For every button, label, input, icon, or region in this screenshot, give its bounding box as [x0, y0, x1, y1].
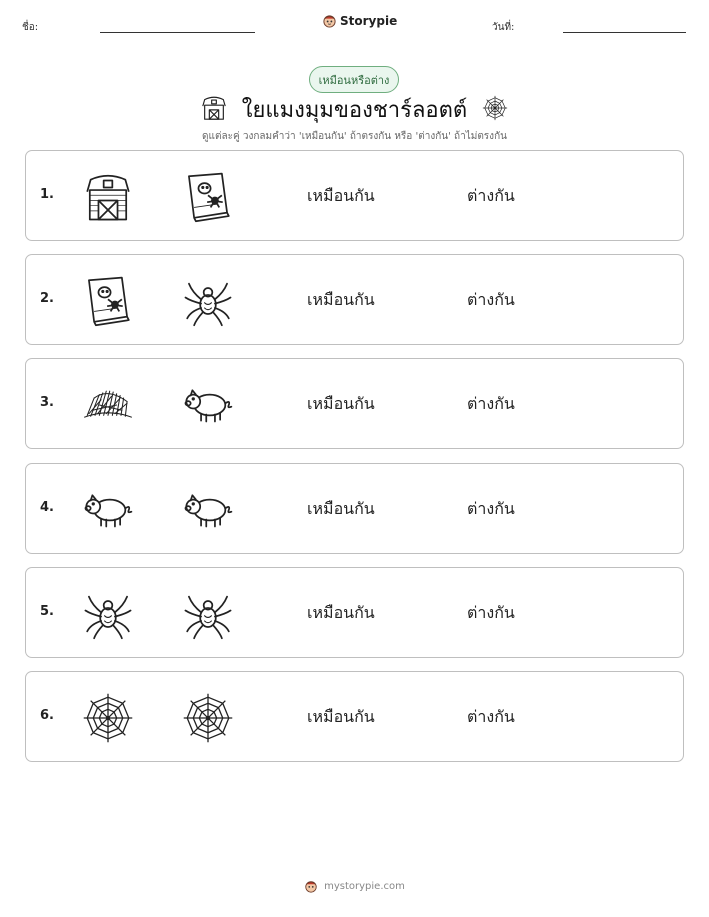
page-title: ใยแมงมุมของชาร์ลอตต์: [241, 98, 468, 123]
spider-web-icon: [481, 94, 509, 126]
spider-icon: [82, 588, 134, 640]
title-row: [0, 92, 709, 127]
same-option[interactable]: เหมือนกัน: [307, 499, 375, 518]
book-icon: [182, 171, 234, 223]
pig-icon: [82, 484, 134, 536]
date-label: วันที่:: [492, 22, 515, 33]
same-option[interactable]: เหมือนกัน: [307, 707, 375, 726]
pie-mascot-icon: [304, 879, 318, 893]
barn-icon: [200, 94, 228, 126]
spider-icon: [182, 275, 234, 327]
spider-web-icon: [82, 692, 134, 744]
question-number: 5.: [40, 604, 54, 619]
question-row-2: [25, 254, 684, 345]
name-line[interactable]: [100, 32, 255, 33]
question-number: 2.: [40, 291, 54, 306]
question-number: 1.: [40, 187, 54, 202]
brand-logo: [322, 13, 397, 28]
question-number: 3.: [40, 395, 54, 410]
barn-icon: [82, 171, 134, 223]
question-row-1: [25, 150, 684, 241]
book-icon: [82, 275, 134, 327]
same-option[interactable]: เหมือนกัน: [307, 290, 375, 309]
date-line[interactable]: [563, 32, 686, 33]
name-label: ชื่อ:: [22, 22, 39, 33]
footer: [0, 879, 709, 893]
different-option[interactable]: ต่างกัน: [467, 186, 515, 205]
question-row-4: [25, 463, 684, 554]
question-number: 6.: [40, 708, 54, 723]
pie-mascot-icon: [322, 13, 337, 28]
worksheet-type-badge: เหมือนหรือต่าง: [309, 66, 399, 93]
question-row-3: [25, 358, 684, 449]
pig-icon: [182, 484, 234, 536]
spider-web-icon: [182, 692, 234, 744]
different-option[interactable]: ต่างกัน: [467, 290, 515, 309]
instructions: ดูแต่ละคู่ วงกลมคำว่า 'เหมือนกัน' ถ้าตรงกัน หรือ 'ต่างกัน' ถ้าไม่ตรงกัน: [202, 131, 507, 142]
footer-url[interactable]: mystorypie.com: [324, 880, 405, 892]
question-number: 4.: [40, 500, 54, 515]
brand-name: Storypie: [340, 13, 398, 28]
question-row-5: [25, 567, 684, 658]
same-option[interactable]: เหมือนกัน: [307, 603, 375, 622]
different-option[interactable]: ต่างกัน: [467, 707, 515, 726]
different-option[interactable]: ต่างกัน: [467, 499, 515, 518]
question-row-6: [25, 671, 684, 762]
pig-icon: [182, 379, 234, 431]
spider-icon: [182, 588, 234, 640]
different-option[interactable]: ต่างกัน: [467, 603, 515, 622]
same-option[interactable]: เหมือนกัน: [307, 394, 375, 413]
different-option[interactable]: ต่างกัน: [467, 394, 515, 413]
same-option[interactable]: เหมือนกัน: [307, 186, 375, 205]
hay-icon: [82, 379, 134, 431]
